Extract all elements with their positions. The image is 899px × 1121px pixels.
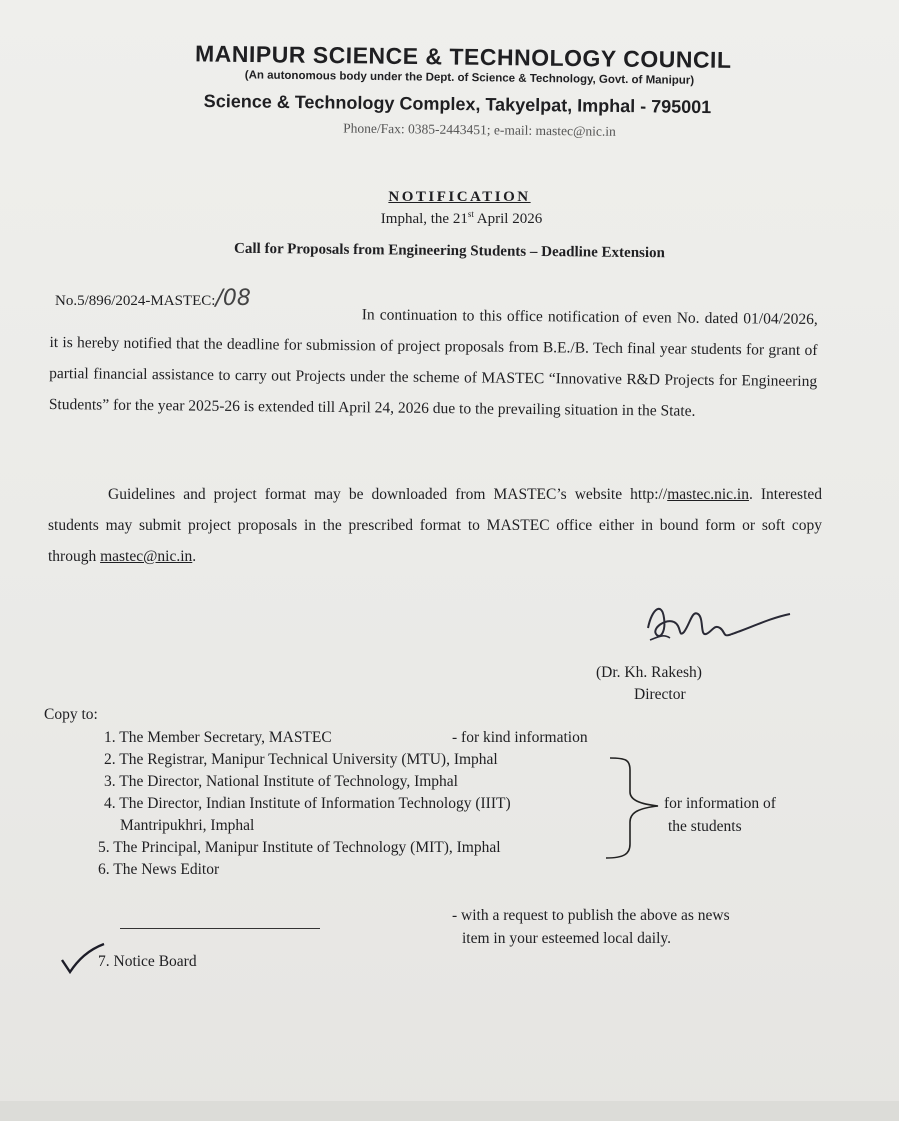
copy-item: 3. The Director, National Institute of Technology, Imphal [104,773,458,790]
copy-note-news-2: item in your esteemed local daily. [462,930,672,947]
website-link[interactable]: mastec.nic.in [667,486,749,503]
bracket-students [600,752,670,864]
copy-item: 2. The Registrar, Manipur Technical University (MTU), Imphal [104,751,498,768]
copy-item: 6. The News Editor [98,861,220,878]
organization-address: Science & Technology Complex, Takyelpat, Imphal - 795001 [203,90,712,118]
copy-item: 1. The Member Secretary, MASTEC [104,729,332,746]
copy-note-news-1: - with a request to publish the above as news [452,907,730,924]
signatory-name: (Dr. Kh. Rakesh) [596,664,702,681]
organization-name: MANIPUR SCIENCE & TECHNOLOGY COUNCIL [194,40,732,73]
body-paragraph-1: In continuation to this office notification of even No. dated 01/04/2026, it is hereby notified that the deadline for submission of project proposals from B.E./B. Tech final year students for grant of partial financial assistance to carry out Projects under the scheme of MASTEC “Innovative R&D Projects for Engineering Students” for the year 2025-26 is extended till April 24, 2026 due to the prevailing situation in the State. [48,306,818,420]
copy-item: 7. Notice Board [98,953,197,970]
handwritten-ref-number: /08 [215,286,251,311]
notification-subject: Call for Proposals from Engineering Students – Deadline Extension [233,240,666,262]
copy-note-students-2: the students [668,818,742,835]
copy-item: 5. The Principal, Manipur Institute of Technology (MIT), Imphal [98,839,501,856]
news-editor-underline [120,928,320,929]
notification-heading: NOTIFICATION [388,189,531,205]
copy-item: 4. The Director, Indian Institute of Information Technology (IIIT) [104,795,511,812]
signature [640,588,800,668]
body-paragraph-2: Guidelines and project format may be downloaded from MASTEC’s website http://mastec.nic.in. Interested students may submit project proposals in the prescribed format to MASTEC office either in bound form or soft copy through mastec@nic.in. [48,486,823,565]
signatory-title: Director [634,686,686,703]
organization-subtitle: (An autonomous body under the Dept. of Science & Technology, Govt. of Manipur) [244,69,695,87]
copy-note-information: - for kind information [452,729,588,746]
copy-note-students-1: for information of [664,795,776,812]
notification-date: Imphal, the 21st April 2026 [380,209,543,227]
reference-number: No.5/896/2024-MASTEC:/08 [55,286,251,311]
copy-item: Mantripukhri, Imphal [120,817,255,834]
email-link[interactable]: mastec@nic.in [100,548,193,565]
organization-contact: Phone/Fax: 0385-2443451; e-mail: mastec@nic.in [343,120,616,139]
copy-to-label: Copy to: [44,706,98,723]
